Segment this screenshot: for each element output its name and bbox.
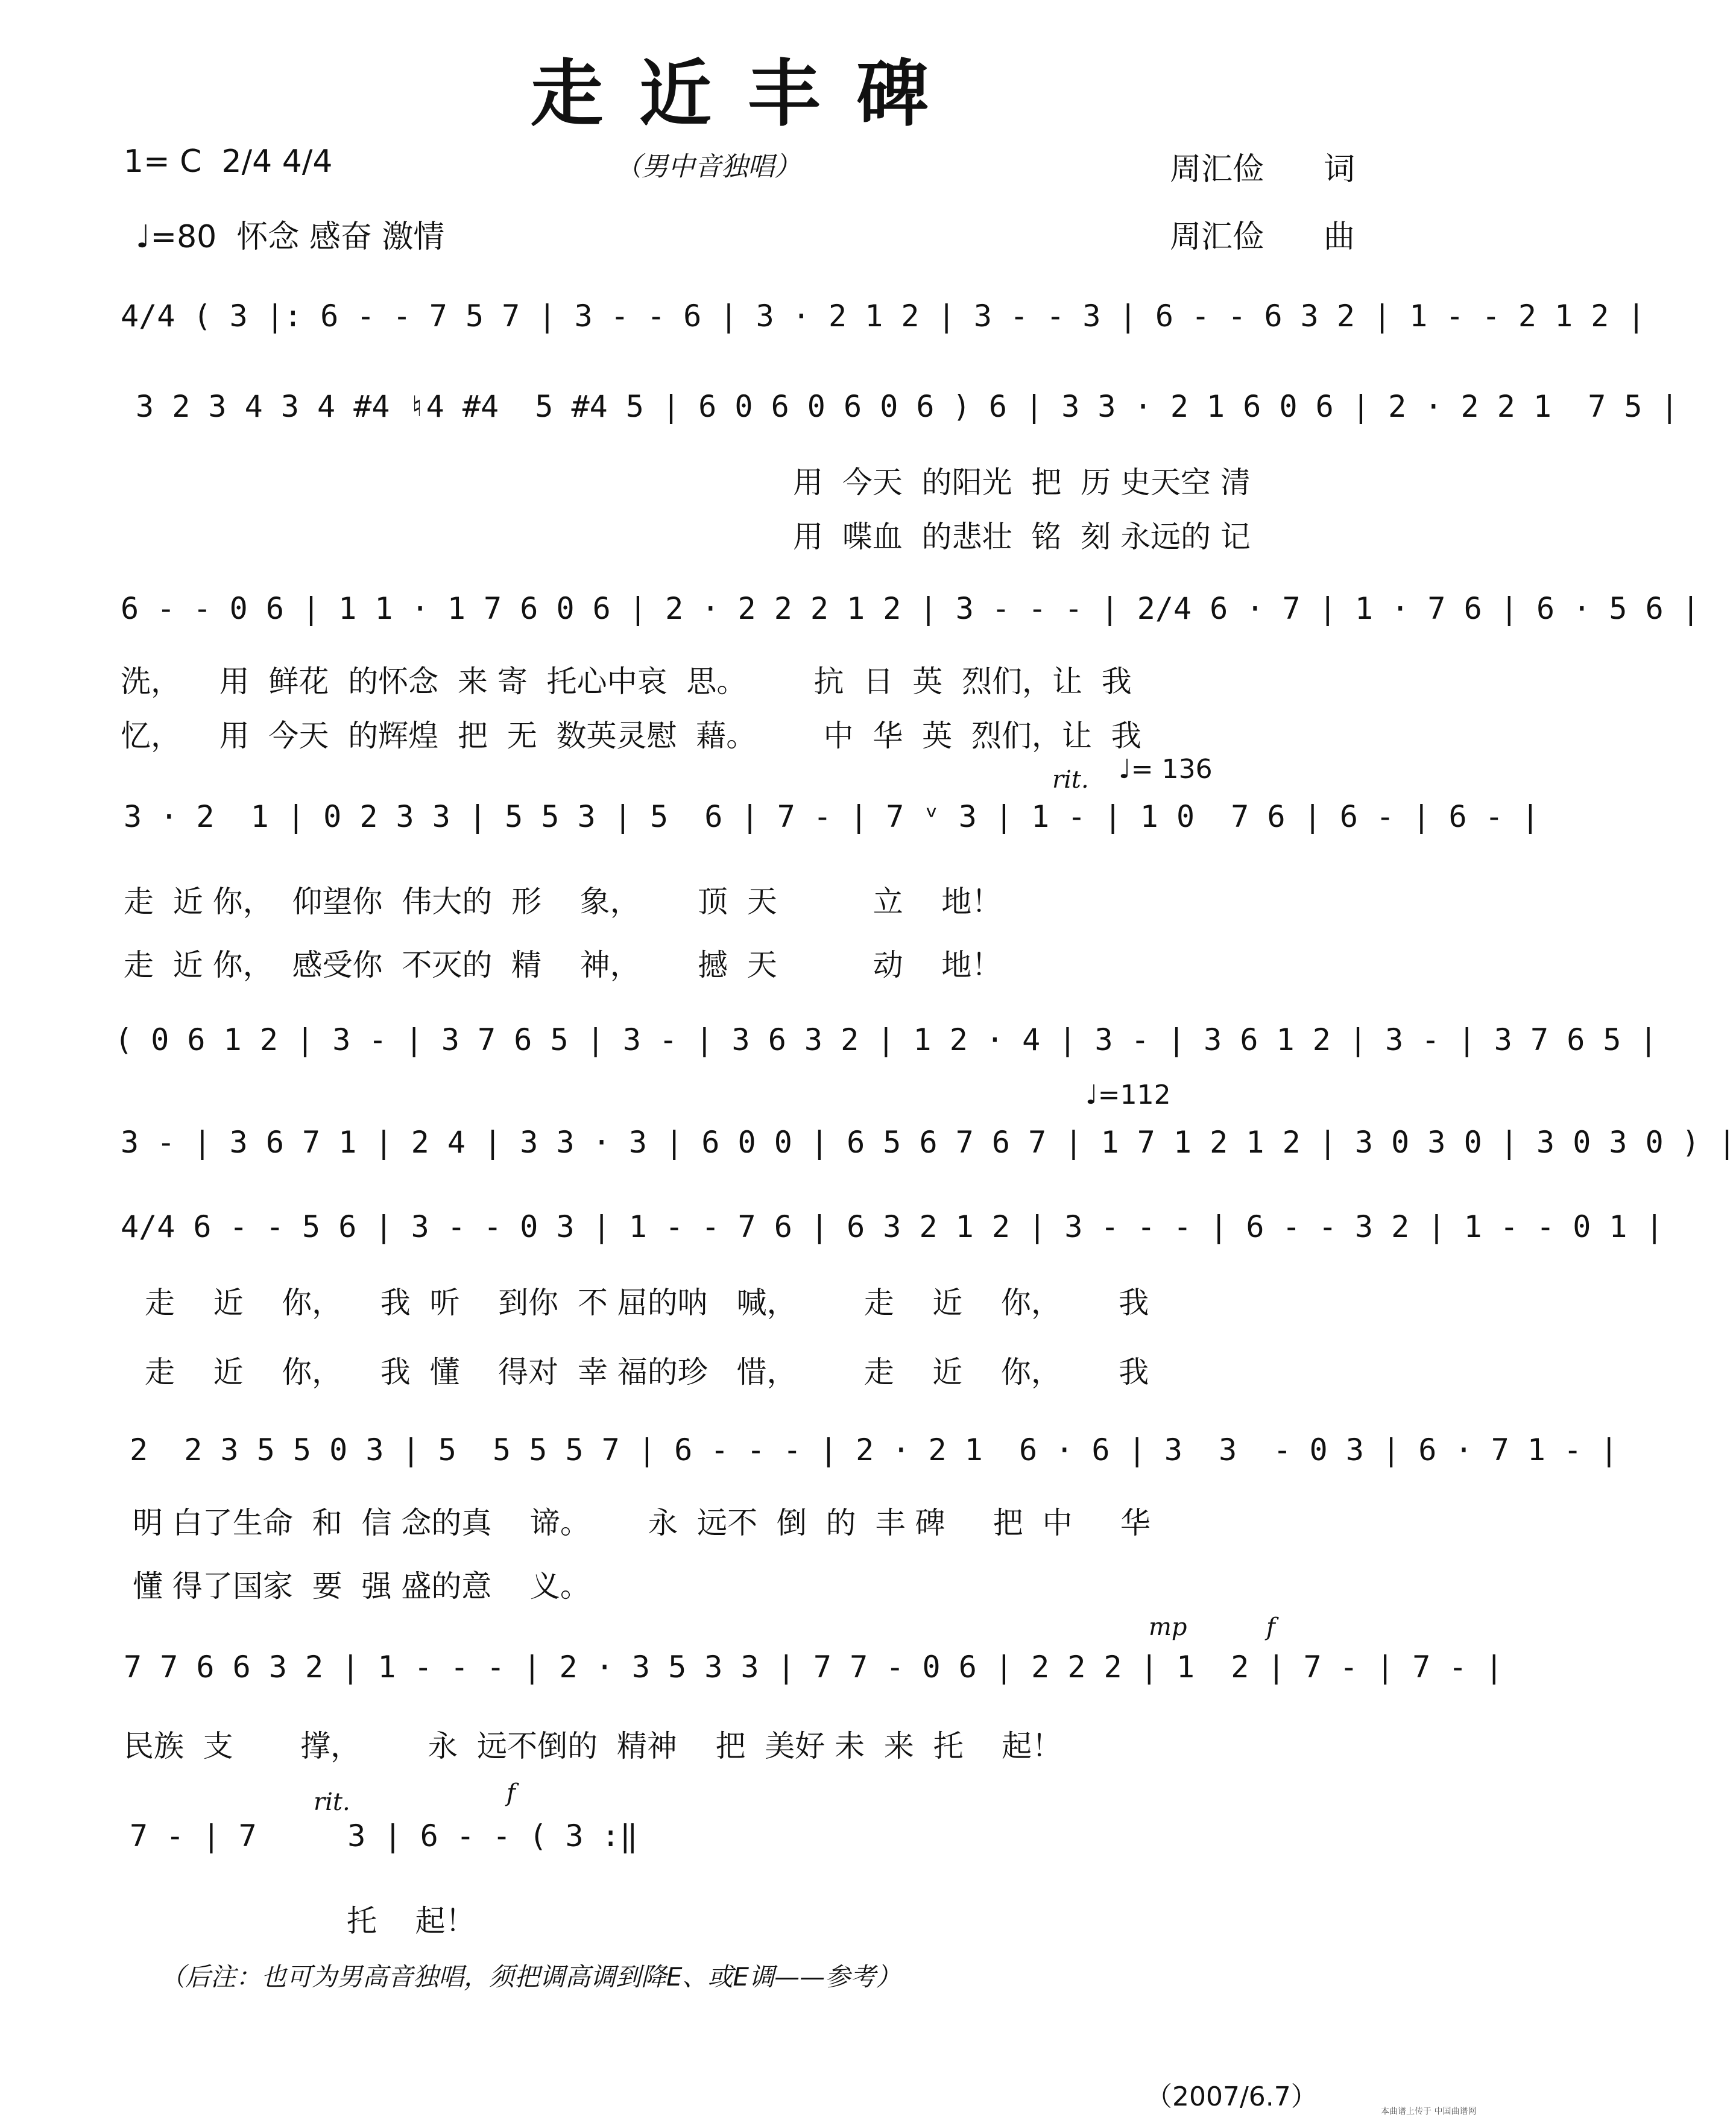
- lyric-line: 走 近 你， 仰望你 伟大的 形 象， 顶 天 立 地！: [124, 884, 1002, 919]
- dynamic-f: f: [1266, 1613, 1275, 1641]
- dynamic-f: f: [507, 1779, 516, 1807]
- score-system-5: ( 0 6 1 2 | 3 - | 3 7 6 5 | 3 - | 3 6 3 2 | 1 2 · 4 | 3 - | 3 6 1 2 | 3 - | 3 7 6 5 |: [115, 1022, 1658, 1057]
- footnote: （后注：也可为男高音独唱，须把调高调到降E、或E调——参考）: [160, 1962, 901, 1992]
- lyric-line: 走 近 你， 我 听 到你 不 屈的呐 喊， 走 近 你， 我: [145, 1285, 1149, 1320]
- score-system-3: 6 - - 0 6 | 1 1 · 1 7 6 0 6 | 2 · 2 2 2 1 2 | 3 - - - | 2/4 6 · 7 | 1 · 7 6 | 6 · 5 6 |: [121, 591, 1700, 626]
- watermark: 本曲谱上传于 中国曲谱网: [1381, 2107, 1477, 2116]
- lyricist-credit: 周汇俭 词: [1170, 151, 1356, 188]
- lyric-line: 走 近 你， 感受你 不灭的 精 神， 撼 天 动 地！: [124, 948, 1002, 983]
- lyric-line: 民族 支 撑， 永 远不倒的 精神 把 美好 未 来 托 起！: [124, 1729, 1062, 1764]
- tempo-change: ♩=112: [1085, 1080, 1171, 1110]
- score-system-10: 7 - | 7 3 | 6 - - ( 3 :‖: [130, 1818, 638, 1853]
- date-stamp: （2007/6.7）: [1146, 2081, 1318, 2112]
- lyric-line: 走 近 你， 我 懂 得对 幸 福的珍 惜， 走 近 你， 我: [145, 1355, 1149, 1390]
- score-system-2: 3 2 3 4 3 4 #4 ♮4 #4 5 #4 5 | 6 0 6 0 6 0 6 ) 6 | 3 3 · 2 1 6 0 6 | 2 · 2 2 1 7 5 |: [136, 389, 1679, 424]
- score-system-4: 3 · 2 1 | 0 2 3 3 | 5 5 3 | 5 6 | 7 - | 7 ᵛ 3 | 1 - | 1 0 7 6 | 6 - | 6 - |: [124, 799, 1539, 834]
- key-signature: 1= C 2/4 4/4: [124, 144, 333, 180]
- lyric-line: 洗， 用 鲜花 的怀念 来 寄 托心中哀 思。 抗 日 英 烈们，让 我: [121, 664, 1132, 699]
- score-system-7: 4/4 6 - - 5 6 | 3 - - 0 3 | 1 - - 7 6 | 6 3 2 1 2 | 3 - - - | 6 - - 3 2 | 1 - - 0 1 |: [121, 1209, 1664, 1244]
- page-title: 走近丰碑: [531, 51, 965, 136]
- rit-marking: rit.: [314, 1788, 350, 1816]
- lyric-line: 用 今天 的阳光 把 历 史天空 清: [793, 465, 1251, 500]
- tempo-marking: ♩=80 怀念 感奋 激情: [136, 219, 445, 255]
- dynamic-mp: mp: [1149, 1613, 1187, 1641]
- score-system-6: 3 - | 3 6 7 1 | 2 4 | 3 3 · 3 | 6 0 0 | 6 5 6 7 6 7 | 1 7 1 2 1 2 | 3 0 3 0 | 3 0 3 0 ) |: [121, 1125, 1736, 1160]
- score-system-9: 7 7 6 6 3 2 | 1 - - - | 2 · 3 5 3 3 | 7 7 - 0 6 | 2 2 2 | 1 2 | 7 - | 7 - |: [124, 1650, 1503, 1685]
- lyric-line: 明 白了生命 和 信 念的真 谛。 永 远不 倒 的 丰 碑 把 中 华: [133, 1505, 1151, 1540]
- lyric-line: 用 喋血 的悲壮 铭 刻 永远的 记: [793, 519, 1251, 554]
- lyric-line: 忆， 用 今天 的辉煌 把 无 数英灵慰 藉。 中 华 英 烈们，让 我: [121, 718, 1141, 753]
- score-system-1: 4/4 ( 3 |: 6 - - 7 5 7 | 3 - - 6 | 3 · 2 1 2 | 3 - - 3 | 6 - - 6 3 2 | 1 - - 2 1 2 |: [121, 299, 1646, 334]
- tempo-change: ♩= 136: [1119, 754, 1213, 785]
- lyric-line: 托 起！: [347, 1903, 476, 1938]
- rit-marking: rit.: [1052, 766, 1089, 794]
- lyric-line: 懂 得了国家 要 强 盛的意 义。: [133, 1569, 590, 1604]
- score-system-8: 2 2 3 5 5 0 3 | 5 5 5 5 7 | 6 - - - | 2 · 2 1 6 · 6 | 3 3 - 0 3 | 6 · 7 1 - |: [130, 1432, 1618, 1467]
- performance-note: （男中音独唱）: [615, 151, 801, 182]
- composer-credit: 周汇俭 曲: [1170, 219, 1356, 255]
